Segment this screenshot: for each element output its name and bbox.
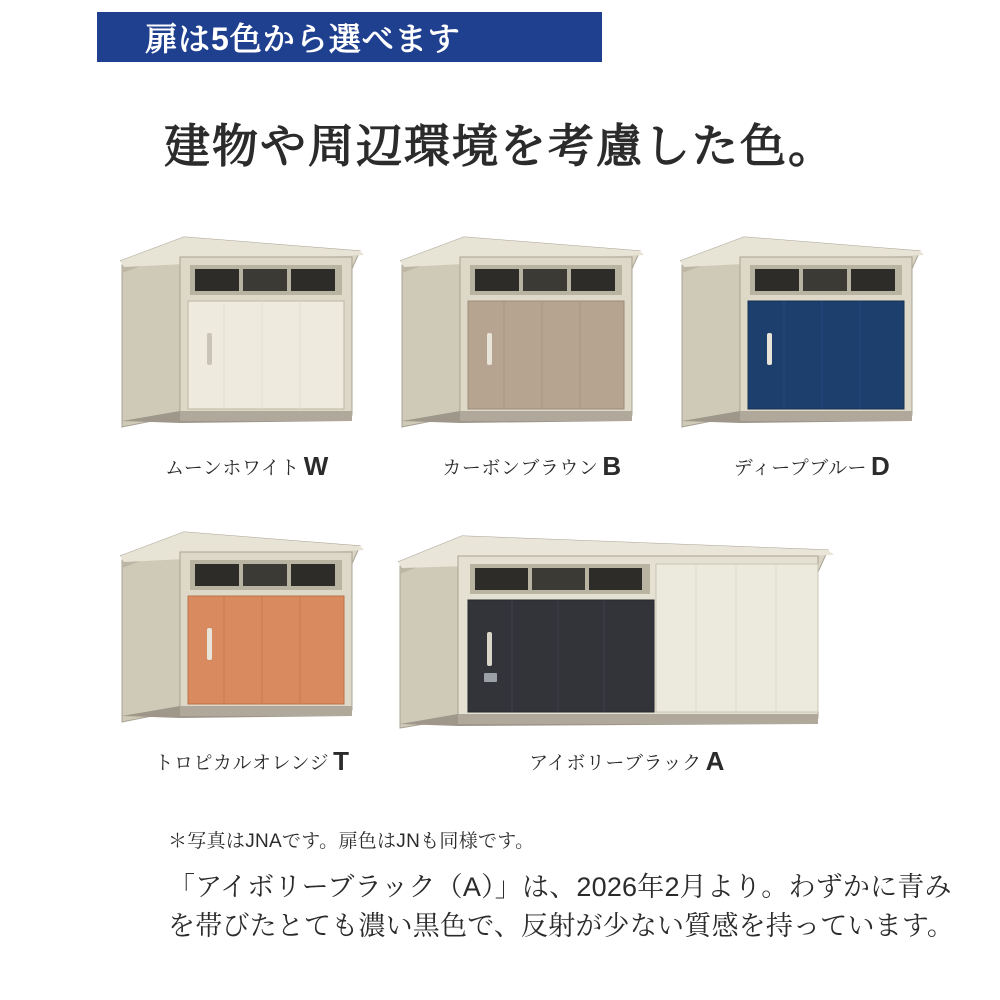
- shed-image-carbon-brown: [392, 215, 652, 445]
- product-code-carbon-brown: B: [602, 451, 622, 481]
- product-code-moon-white: W: [303, 451, 329, 481]
- product-grid: [0, 215, 1000, 777]
- shed-image-deep-blue: [672, 215, 932, 445]
- product-card-carbon-brown[interactable]: [392, 215, 672, 482]
- product-card-deep-blue[interactable]: [672, 215, 952, 482]
- product-row-2: [0, 510, 1000, 777]
- product-name-deep-blue: ディープブルー: [733, 458, 867, 479]
- page-headline: 建物や周辺環境を考慮した色。: [164, 120, 836, 172]
- product-row-1: [0, 215, 1000, 482]
- product-caption-ivory-black: [392, 746, 862, 777]
- product-caption-carbon-brown: [392, 451, 672, 482]
- product-code-tropical-orange: T: [333, 746, 350, 776]
- product-card-ivory-black[interactable]: [392, 510, 862, 777]
- product-card-tropical-orange[interactable]: [112, 510, 392, 777]
- footnote: ＊写真はJNAです。扉色はJNも同様です。: [168, 831, 535, 852]
- product-name-carbon-brown: カーボンブラウン: [442, 458, 599, 479]
- product-code-ivory-black: A: [705, 746, 725, 776]
- product-name-moon-white: ムーンホワイト: [165, 458, 300, 479]
- shed-image-moon-white: [112, 215, 372, 445]
- banner-title: 扉は5色から選べます: [145, 21, 461, 57]
- product-caption-tropical-orange: [112, 746, 392, 777]
- shed-image-tropical-orange: [112, 510, 372, 740]
- header-banner: [97, 12, 602, 62]
- description-paragraph: 「アイボリーブラック（A）」は、2026年2月より。わずかに青みを帯びたとても濃い黒色で、反射が少ない質感を持っています。: [168, 872, 955, 942]
- product-caption-deep-blue: [672, 451, 952, 482]
- product-caption-moon-white: [112, 451, 392, 482]
- product-code-deep-blue: D: [871, 451, 891, 481]
- product-name-tropical-orange: トロピカルオレンジ: [154, 753, 330, 774]
- product-name-ivory-black: アイボリーブラック: [529, 753, 702, 774]
- product-card-moon-white[interactable]: [112, 215, 392, 482]
- shed-image-ivory-black: [392, 510, 842, 740]
